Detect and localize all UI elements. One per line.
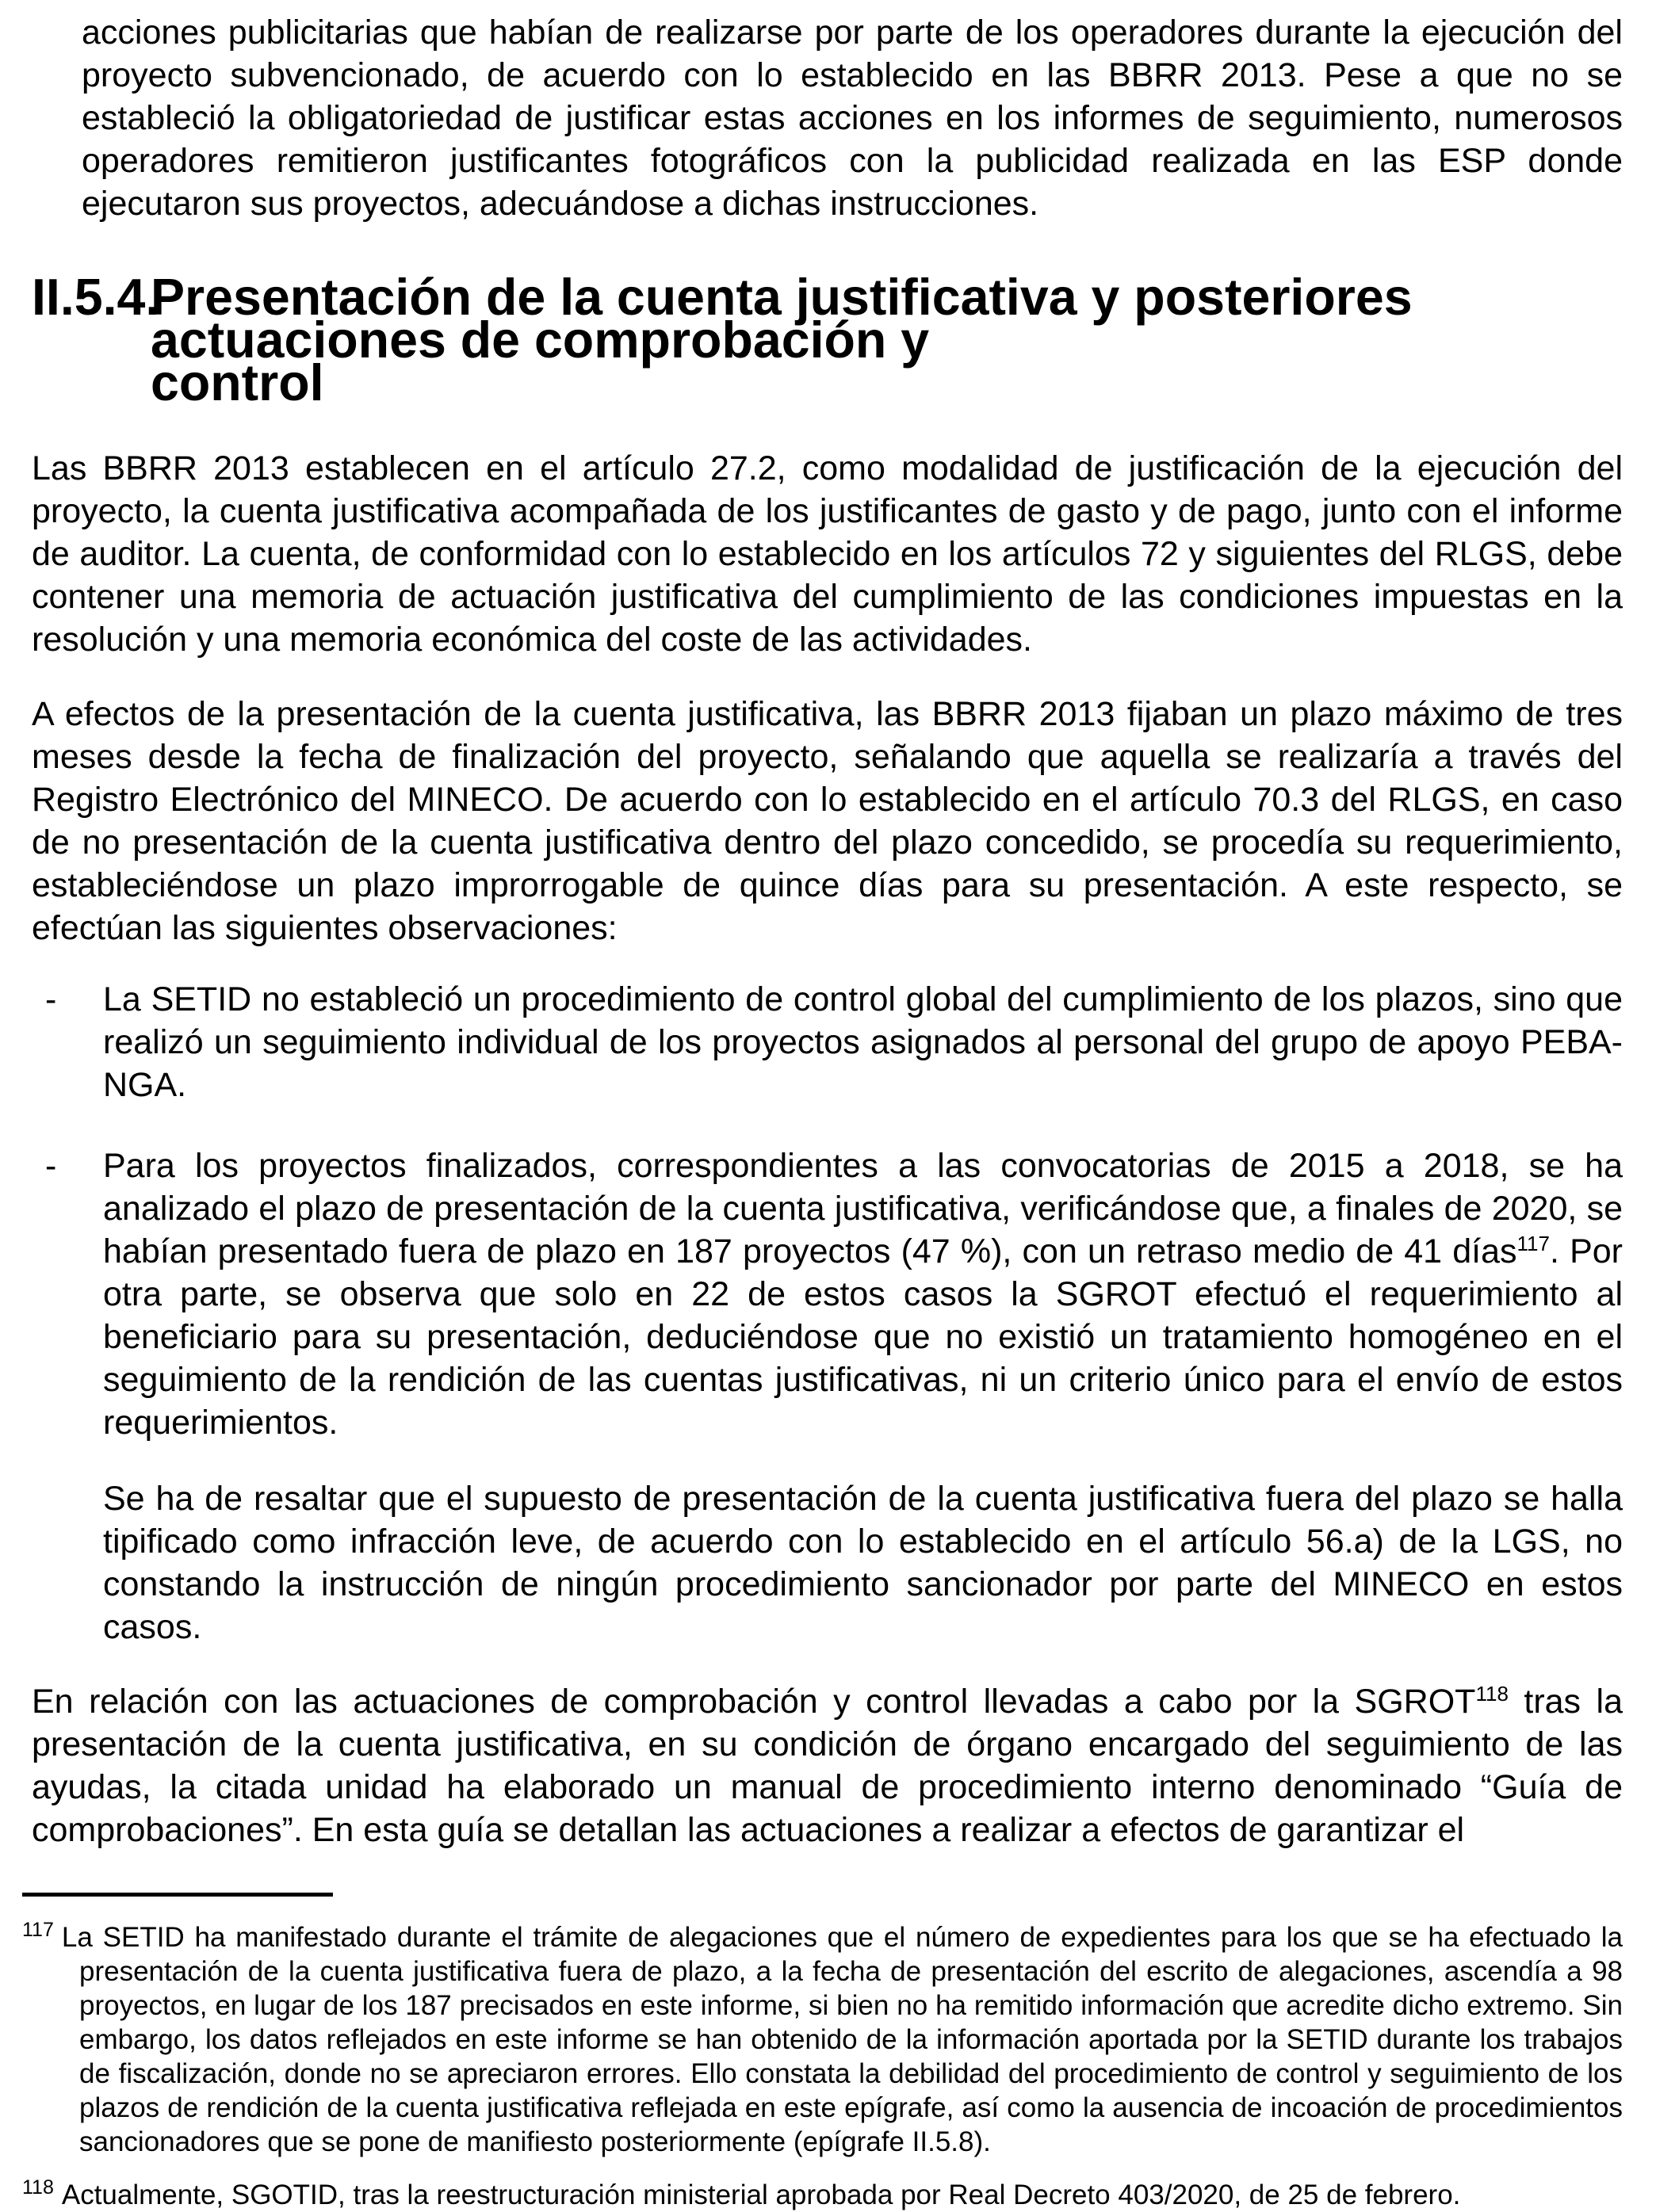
footnote-118-text: Actualmente, SGOTID, tras la reestructuración ministerial aprobada por Real Decreto 403/2020, de 25 de febrero. [61, 2179, 1461, 2210]
list-item-text-before-footnote-ref: Para los proyectos finalizados, correspondientes a las convocatorias de 2015 a 2018, se ha analizado el plazo de presentación de la cuenta justificativa, verificándose que, a finales de 2020, se habían presentado fuera de plazo en 187 proyectos (47 %), con un retraso medio de 41 días [103, 1146, 1623, 1270]
footnote-118 [22, 2178, 1623, 2212]
footnote-ref-118: 118 [1475, 1682, 1509, 1706]
list-item-text-after-footnote-ref: . Por otra parte, se observa que solo en 22 de estos casos la SGROT efectuó el requerimiento al beneficiario para su presentación, deduciéndose que no existió un tratamiento homogéneo en el seguimiento de la rendición de las cuentas justificativas, ni un criterio único para el envío de estos requerimientos. [103, 1232, 1623, 1442]
section-heading-title-line2: control [151, 354, 324, 411]
footnote-117-text: La SETID ha manifestado durante el trámite de alegaciones que el número de expedientes para los que se ha efectuado la presentación de la cuenta justificativa fuera de plazo, a la fecha de presentación del escrito de alegaciones, ascendía a 98 proyectos, en lugar de los 187 precisados en este informe, si bien no ha remitido información que acredite dicho extremo. Sin embargo, los datos reflejados en este informe se han obtenido de la información aportada por la SETID durante los trabajos de fiscalización, donde no se apreciaron errores. Ello constata la debilidad del procedimiento de control y seguimiento de los plazos de rendición de la cuenta justificativa reflejada en este epígrafe, así como la ausencia de incoación de procedimientos sancionadores que se pone de manifiesto posteriormente (epígrafe II.5.8). [61, 1921, 1623, 2157]
section-heading [32, 269, 1623, 411]
footnote-separator [22, 1893, 333, 1897]
footnote-118-marker: 118 [22, 2176, 54, 2199]
section-heading-number: II.5.4. [32, 269, 160, 326]
paragraph-infraccion-leve: Se ha de resaltar que el supuesto de presentación de la cuenta justificativa fuera del plazo se halla tipificado como infracción leve, de acuerdo con lo establecido en el artículo 56.a) de la LGS, no constando la instrucción de ningún procedimiento sancionador por parte del MINECO en estos casos. [103, 1479, 1623, 1646]
bullet-dash: - [45, 1146, 57, 1185]
paragraph-actuaciones-comprobacion [32, 1680, 1623, 1851]
footnote-117 [22, 1920, 1623, 2159]
footnote-ref-117: 117 [1516, 1232, 1550, 1256]
footnote-117-marker: 117 [22, 1919, 54, 1942]
list-item-proyectos-finalizados-text [103, 1144, 1623, 1444]
closing-text-before-footnote-ref: En relación con las actuaciones de comprobación y control llevadas a cabo por la SGROT [32, 1682, 1476, 1721]
paragraph-plazo-presentacion: A efectos de la presentación de la cuenta justificativa, las BBRR 2013 fijaban un plazo máximo de tres meses desde la fecha de finalización del proyecto, señalando que aquella se realizaría a través del Registro Electrónico del MINECO. De acuerdo con lo establecido en el artículo 70.3 del RLGS, en caso de no presentación de la cuenta justificativa dentro del plazo concedido, se procedía su requerimiento, estableciéndose un plazo improrrogable de quince días para su presentación. A este respecto, se efectúan las siguientes observaciones: [32, 694, 1623, 947]
bullet-dash: - [45, 980, 57, 1018]
section-heading-title-line1: Presentación de la cuenta justificativa y posteriores actuaciones de comprobación y [151, 269, 1413, 369]
list-item-setid-text: La SETID no estableció un procedimiento de control global del cumplimiento de los plazos, sino que realizó un seguimiento individual de los proyectos asignados al personal del grupo de apoyo PEBA-NGA. [103, 980, 1623, 1104]
list-item-proyectos-finalizados [32, 1144, 1623, 1444]
intro-paragraph: acciones publicitarias que habían de realizarse por parte de los operadores durante la ejecución del proyecto subvencionado, de acuerdo con lo establecido en las BBRR 2013. Pese a que no se estableció la obligatoriedad de justificar estas acciones en los informes de seguimiento, numerosos operadores remitieron justificantes fotográficos con la publicidad realizada en las ESP donde ejecutaron sus proyectos, adecuándose a dichas instrucciones. [82, 13, 1623, 223]
list-item-setid [32, 978, 1623, 1106]
paragraph-bbrr-2013: Las BBRR 2013 establecen en el artículo 27.2, como modalidad de justificación de la ejecución del proyecto, la cuenta justificativa acompañada de los justificantes de gasto y de pago, junto con el informe de auditor. La cuenta, de conformidad con lo establecido en los artículos 72 y siguientes del RLGS, debe contener una memoria de actuación justificativa del cumplimiento de las condiciones impuestas en la resolución y una memoria económica del coste de las actividades. [32, 449, 1623, 659]
closing-text-after-footnote-ref: tras la presentación de la cuenta justificativa, en su condición de órgano encargado del seguimiento de las ayudas, la citada unidad ha elaborado un manual de procedimiento interno denominado “Guía de comprobaciones”. En esta guía se detallan las actuaciones a realizar a efectos de garantizar el [32, 1682, 1623, 1849]
